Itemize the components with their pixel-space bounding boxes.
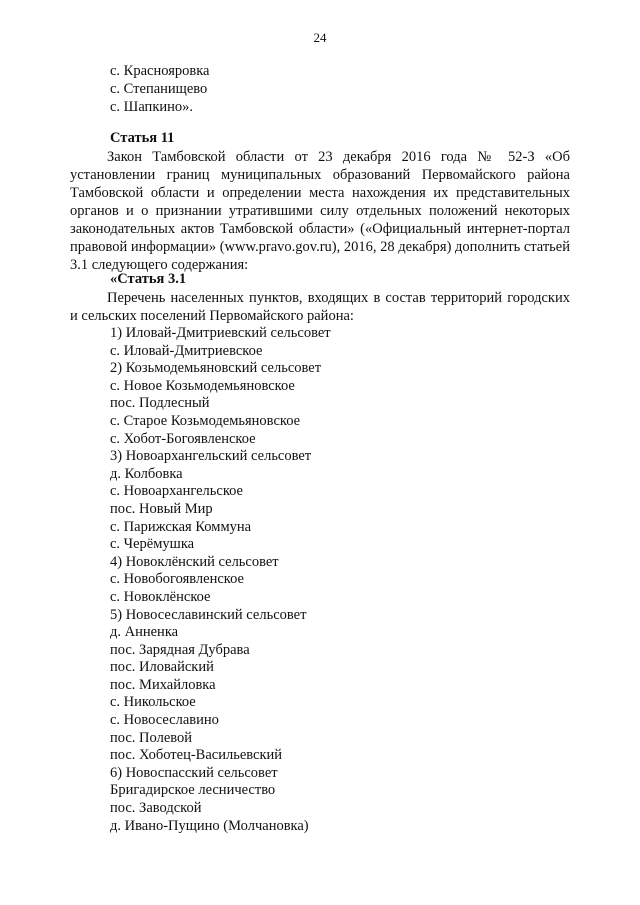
list-item: пос. Зарядная Дубрава: [110, 641, 250, 658]
list-item: пос. Иловайский: [110, 659, 214, 676]
list-item: пос. Михайловка: [110, 676, 216, 693]
list-item: пос. Новый Мир: [110, 500, 213, 517]
page-number: 24: [313, 30, 327, 45]
list-item: с. Парижская Коммуна: [110, 518, 252, 535]
list-item: пос. Хоботец-Васильевский: [110, 747, 283, 764]
list-item: д. Колбовка: [110, 465, 183, 482]
list-item: с. Черёмушка: [110, 536, 195, 553]
list-item: пос. Полевой: [110, 729, 193, 746]
list-item: с. Краснояровка: [110, 63, 210, 79]
list-item: с. Новое Козьмодемьяновское: [110, 377, 295, 394]
list-item: с. Степанищево: [110, 81, 208, 97]
list-item: с. Новобогоявленское: [110, 571, 244, 588]
article-3-1-heading: «Статья 3.1: [110, 271, 187, 287]
list-item: с. Новосеславино: [110, 712, 219, 729]
list-item: 1) Иловай-Дмитриевский сельсовет: [110, 325, 331, 341]
list-item: 5) Новосеславинский сельсовет: [110, 606, 307, 623]
list-item: Бригадирское лесничество: [110, 782, 276, 799]
article-11-heading: Статья 11: [110, 130, 175, 146]
list-item: с. Хобот-Богоявленское: [110, 430, 256, 447]
list-item: д. Анненка: [110, 624, 179, 641]
list-item: с. Никольское: [110, 694, 196, 711]
list-item: с. Новоклёнское: [110, 588, 211, 605]
list-item: пос. Подлесный: [110, 395, 210, 412]
settlements-list: [110, 325, 331, 835]
list-item: д. Ивано-Пущино (Молчановка): [110, 817, 309, 834]
list-item: 2) Козьмодемьяновский сельсовет: [110, 360, 322, 377]
list-item: пос. Заводской: [110, 800, 202, 817]
list-item: с. Новоархангельское: [110, 483, 243, 500]
list-item: 6) Новоспасский сельсовет: [110, 764, 278, 781]
list-item: с. Старое Козьмодемьяновское: [110, 412, 301, 429]
list-item: 3) Новоархангельский сельсовет: [110, 448, 312, 465]
list-item: 4) Новоклёнский сельсовет: [110, 553, 279, 570]
article-11-paragraph: Закон Тамбовской области от 23 декабря 2016 года № 52-З «Об установлении границ муниципальных образований Первомайского района Тамбовской области и определении места нахождения их представительных органов и о признании утратившими силу отдельных положений некоторых законодательных актов Тамбовской области» («Официальный интернет-портал правовой информации» (www.pravo.gov.ru), 2016, 28 декабря) дополнить статьей 3.1 следующего содержания:: [70, 149, 570, 273]
article-3-1-paragraph: Перечень населенных пунктов, входящих в состав территорий городских и сельских поселений Первомайского района:: [70, 290, 570, 324]
list-item: с. Шапкино».: [110, 99, 194, 115]
list-item: с. Иловай-Дмитриевское: [110, 342, 263, 359]
